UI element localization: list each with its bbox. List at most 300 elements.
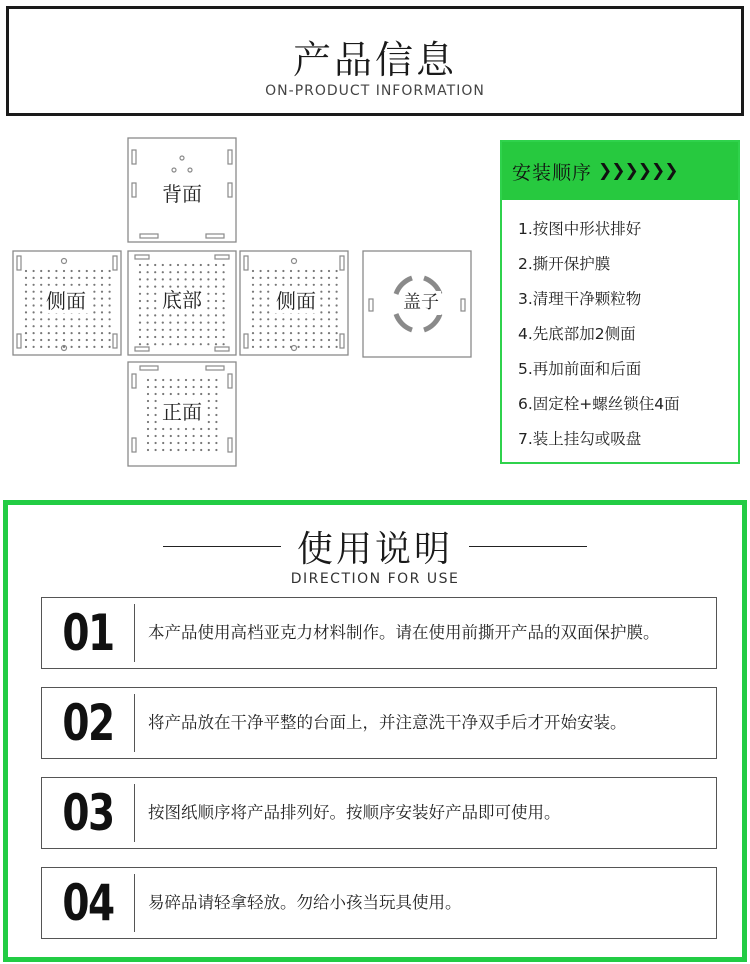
perforation-dot xyxy=(336,284,338,286)
perforation-dot xyxy=(313,284,315,286)
perforation-dot xyxy=(109,325,111,327)
perforation-dot xyxy=(109,270,111,272)
perforation-dot xyxy=(25,304,27,306)
perforation-dot xyxy=(207,278,209,280)
perforation-dot xyxy=(223,264,225,266)
perforation-dot xyxy=(48,332,50,334)
perforation-dot xyxy=(63,277,65,279)
perforation-dot xyxy=(252,346,254,348)
perforation-dot xyxy=(313,277,315,279)
perforation-dot xyxy=(305,325,307,327)
perforation-dot xyxy=(170,435,172,437)
perforation-dot xyxy=(109,291,111,293)
step-item: 6.固定栓+螺丝锁住4面 xyxy=(518,395,680,413)
perforation-dot xyxy=(208,400,210,402)
perforation-dot xyxy=(93,304,95,306)
perforation-dot xyxy=(336,311,338,313)
perforation-dot xyxy=(93,298,95,300)
label-right-side: 侧面 xyxy=(276,289,316,313)
perforation-dot xyxy=(177,442,179,444)
step-item: 4.先底部加2侧面 xyxy=(518,325,636,343)
perforation-dot xyxy=(282,339,284,341)
perforation-dot xyxy=(200,264,202,266)
perforation-dot xyxy=(313,332,315,334)
steps-header xyxy=(502,142,738,200)
perforation-dot xyxy=(215,435,217,437)
perforation-dot xyxy=(78,318,80,320)
perforation-dot xyxy=(33,304,35,306)
perforation-dot xyxy=(305,332,307,334)
perforation-dot xyxy=(109,277,111,279)
perforation-dot xyxy=(275,270,277,272)
perforation-dot xyxy=(267,318,269,320)
perforation-dot xyxy=(267,284,269,286)
label-lid: 盖子 xyxy=(403,292,439,313)
perforation-dot xyxy=(170,449,172,451)
perforation-dot xyxy=(208,428,210,430)
perforation-dot xyxy=(320,311,322,313)
usage-item xyxy=(41,597,717,669)
perforation-dot xyxy=(147,421,149,423)
usage-item xyxy=(41,867,717,939)
perforation-dot xyxy=(185,379,187,381)
perforation-dot xyxy=(328,304,330,306)
perforation-dot xyxy=(200,278,202,280)
page-subtitle: ON-PRODUCT INFORMATION xyxy=(265,83,485,99)
perforation-dot xyxy=(139,329,141,331)
perforation-dot xyxy=(275,277,277,279)
perforation-dot xyxy=(78,346,80,348)
perforation-dot xyxy=(25,339,27,341)
perforation-dot xyxy=(63,318,65,320)
perforation-dot xyxy=(177,379,179,381)
perforation-dot xyxy=(260,311,262,313)
perforation-dot xyxy=(93,291,95,293)
perforation-dot xyxy=(336,304,338,306)
perforation-dot xyxy=(320,298,322,300)
perforation-dot xyxy=(139,278,141,280)
perforation-dot xyxy=(305,277,307,279)
perforation-dot xyxy=(275,284,277,286)
perforation-dot xyxy=(139,343,141,345)
perforation-dot xyxy=(101,284,103,286)
perforation-dot xyxy=(154,307,156,309)
perforation-dot xyxy=(147,442,149,444)
perforation-dot xyxy=(267,277,269,279)
perforation-dot xyxy=(93,339,95,341)
item-number: 04 xyxy=(62,874,114,932)
perforation-dot xyxy=(207,293,209,295)
perforation-dot xyxy=(207,329,209,331)
perforation-dot xyxy=(40,311,42,313)
perforation-dot xyxy=(139,271,141,273)
perforation-dot xyxy=(162,314,164,316)
perforation-dot xyxy=(252,298,254,300)
perforation-dot xyxy=(305,346,307,348)
perforation-dot xyxy=(260,346,262,348)
perforation-dot xyxy=(78,332,80,334)
perforation-dot xyxy=(33,325,35,327)
usage-item xyxy=(41,777,717,849)
perforation-dot xyxy=(25,291,27,293)
perforation-dot xyxy=(109,304,111,306)
perforation-dot xyxy=(215,407,217,409)
perforation-dot xyxy=(267,332,269,334)
perforation-dot xyxy=(86,284,88,286)
perforation-dot xyxy=(298,270,300,272)
perforation-dot xyxy=(260,318,262,320)
perforation-dot xyxy=(192,264,194,266)
step-item: 7.装上挂勾或吸盘 xyxy=(518,430,642,448)
perforation-dot xyxy=(207,307,209,309)
steps-list xyxy=(502,200,738,457)
perforation-dot xyxy=(162,449,164,451)
perforation-dot xyxy=(55,339,57,341)
perforation-dot xyxy=(155,407,157,409)
perforation-dot xyxy=(71,318,73,320)
perforation-dot xyxy=(252,318,254,320)
perforation-dot xyxy=(336,298,338,300)
perforation-dot xyxy=(290,277,292,279)
perforation-dot xyxy=(193,379,195,381)
perforation-dot xyxy=(177,343,179,345)
perforation-dot xyxy=(215,264,217,266)
perforation-dot xyxy=(71,277,73,279)
title-divider-right xyxy=(469,546,587,547)
perforation-dot xyxy=(40,298,42,300)
perforation-dot xyxy=(63,270,65,272)
perforation-dot xyxy=(71,332,73,334)
perforation-dot xyxy=(93,284,95,286)
perforation-dot xyxy=(267,325,269,327)
perforation-dot xyxy=(336,332,338,334)
perforation-dot xyxy=(328,325,330,327)
perforation-dot xyxy=(177,278,179,280)
perforation-dot xyxy=(200,435,202,437)
item-text: 易碎品请轻拿轻放。勿给小孩当玩具使用。 xyxy=(148,893,462,912)
usage-subtitle: DIRECTION FOR USE xyxy=(290,571,460,587)
perforation-dot xyxy=(170,442,172,444)
perforation-dot xyxy=(282,332,284,334)
perforation-dot xyxy=(40,339,42,341)
perforation-dot xyxy=(215,421,217,423)
perforation-dot xyxy=(223,307,225,309)
perforation-dot xyxy=(267,311,269,313)
perforation-dot xyxy=(192,314,194,316)
perforation-dot xyxy=(177,449,179,451)
perforation-dot xyxy=(155,379,157,381)
perforation-dot xyxy=(101,270,103,272)
perforation-dot xyxy=(71,325,73,327)
perforation-dot xyxy=(282,270,284,272)
perforation-dot xyxy=(223,271,225,273)
perforation-dot xyxy=(298,346,300,348)
perforation-dot xyxy=(169,322,171,324)
perforation-dot xyxy=(154,278,156,280)
perforation-dot xyxy=(63,284,65,286)
perforation-dot xyxy=(40,325,42,327)
perforation-dot xyxy=(305,270,307,272)
perforation-dot xyxy=(208,421,210,423)
perforation-dot xyxy=(193,428,195,430)
perforation-dot xyxy=(223,322,225,324)
perforation-dot xyxy=(33,291,35,293)
perforation-dot xyxy=(101,277,103,279)
perforation-dot xyxy=(154,336,156,338)
perforation-dot xyxy=(208,393,210,395)
perforation-dot xyxy=(154,329,156,331)
perforation-dot xyxy=(185,271,187,273)
perforation-dot xyxy=(154,286,156,288)
perforation-dot xyxy=(208,414,210,416)
perforation-dot xyxy=(260,298,262,300)
perforation-dot xyxy=(101,304,103,306)
perforation-dot xyxy=(147,314,149,316)
title-divider-left xyxy=(163,546,281,547)
perforation-dot xyxy=(147,322,149,324)
perforation-dot xyxy=(93,277,95,279)
perforation-dot xyxy=(55,332,57,334)
perforation-dot xyxy=(33,318,35,320)
step-item: 2.撕开保护膜 xyxy=(518,255,611,273)
perforation-dot xyxy=(208,379,210,381)
perforation-dot xyxy=(215,428,217,430)
perforation-dot xyxy=(139,293,141,295)
label-front: 正面 xyxy=(162,400,202,424)
perforation-dot xyxy=(162,322,164,324)
perforation-dot xyxy=(154,322,156,324)
perforation-dot xyxy=(252,339,254,341)
perforation-dot xyxy=(48,346,50,348)
perforation-dot xyxy=(298,277,300,279)
perforation-dot xyxy=(313,339,315,341)
perforation-dot xyxy=(169,336,171,338)
perforation-dot xyxy=(185,343,187,345)
item-divider xyxy=(134,694,135,752)
perforation-dot xyxy=(71,284,73,286)
perforation-dot xyxy=(200,393,202,395)
assembly-steps-box xyxy=(500,140,740,464)
perforation-dot xyxy=(25,277,27,279)
perforation-dot xyxy=(139,322,141,324)
perforation-dot xyxy=(155,449,157,451)
perforation-dot xyxy=(86,277,88,279)
perforation-dot xyxy=(252,277,254,279)
perforation-dot xyxy=(55,346,57,348)
perforation-dot xyxy=(177,314,179,316)
item-divider xyxy=(134,604,135,662)
item-number: 02 xyxy=(62,694,114,752)
perforation-dot xyxy=(101,346,103,348)
assembly-diagram xyxy=(0,128,480,473)
perforation-dot xyxy=(170,393,172,395)
perforation-dot xyxy=(78,284,80,286)
perforation-dot xyxy=(162,428,164,430)
perforation-dot xyxy=(147,379,149,381)
perforation-dot xyxy=(86,318,88,320)
perforation-dot xyxy=(101,298,103,300)
perforation-dot xyxy=(252,311,254,313)
chevrons-right-icon: ❯❯❯❯❯❯ xyxy=(598,161,678,181)
perforation-dot xyxy=(298,339,300,341)
perforation-dot xyxy=(162,336,164,338)
perforation-dot xyxy=(154,314,156,316)
perforation-dot xyxy=(86,325,88,327)
step-item: 5.再加前面和后面 xyxy=(518,360,642,378)
perforation-dot xyxy=(267,346,269,348)
item-number: 03 xyxy=(62,784,114,842)
perforation-dot xyxy=(185,435,187,437)
perforation-dot xyxy=(215,271,217,273)
steps-title: 安装顺序 xyxy=(512,161,593,184)
perforation-dot xyxy=(177,322,179,324)
perforation-dot xyxy=(177,428,179,430)
perforation-dot xyxy=(33,284,35,286)
perforation-dot xyxy=(25,298,27,300)
perforation-dot xyxy=(252,325,254,327)
perforation-dot xyxy=(290,339,292,341)
perforation-dot xyxy=(139,336,141,338)
perforation-dot xyxy=(162,393,164,395)
perforation-dot xyxy=(207,343,209,345)
perforation-dot xyxy=(275,339,277,341)
perforation-dot xyxy=(40,318,42,320)
perforation-dot xyxy=(55,325,57,327)
item-number: 01 xyxy=(62,604,114,662)
perforation-dot xyxy=(252,284,254,286)
perforation-dot xyxy=(208,407,210,409)
perforation-dot xyxy=(223,300,225,302)
perforation-dot xyxy=(305,318,307,320)
perforation-dot xyxy=(298,284,300,286)
perforation-dot xyxy=(328,284,330,286)
perforation-dot xyxy=(162,278,164,280)
perforation-dot xyxy=(223,336,225,338)
perforation-dot xyxy=(40,277,42,279)
step-item: 3.清理干净颗粒物 xyxy=(518,290,642,308)
perforation-dot xyxy=(162,343,164,345)
perforation-dot xyxy=(109,339,111,341)
perforation-dot xyxy=(185,314,187,316)
perforation-dot xyxy=(185,329,187,331)
perforation-dot xyxy=(320,304,322,306)
perforation-dot xyxy=(169,314,171,316)
perforation-dot xyxy=(215,300,217,302)
perforation-dot xyxy=(290,318,292,320)
perforation-dot xyxy=(162,379,164,381)
item-divider xyxy=(134,784,135,842)
perforation-dot xyxy=(185,264,187,266)
perforation-dot xyxy=(282,277,284,279)
perforation-dot xyxy=(185,322,187,324)
perforation-dot xyxy=(147,329,149,331)
perforation-dot xyxy=(25,346,27,348)
perforation-dot xyxy=(207,314,209,316)
perforation-dot xyxy=(192,329,194,331)
perforation-dot xyxy=(305,284,307,286)
perforation-dot xyxy=(63,332,65,334)
perforation-dot xyxy=(207,336,209,338)
perforation-dot xyxy=(275,346,277,348)
perforation-dot xyxy=(177,271,179,273)
perforation-dot xyxy=(200,379,202,381)
perforation-dot xyxy=(215,414,217,416)
perforation-dot xyxy=(48,325,50,327)
perforation-dot xyxy=(109,332,111,334)
perforation-dot xyxy=(260,304,262,306)
perforation-dot xyxy=(282,325,284,327)
perforation-dot xyxy=(86,270,88,272)
perforation-dot xyxy=(147,343,149,345)
label-bottom: 底部 xyxy=(162,288,202,312)
perforation-dot xyxy=(177,264,179,266)
perforation-dot xyxy=(55,318,57,320)
perforation-dot xyxy=(192,343,194,345)
perforation-dot xyxy=(320,277,322,279)
perforation-dot xyxy=(170,428,172,430)
perforation-dot xyxy=(275,325,277,327)
item-text: 按图纸顺序将产品排列好。按顺序安装好产品即可使用。 xyxy=(148,803,561,822)
perforation-dot xyxy=(155,428,157,430)
perforation-dot xyxy=(109,311,111,313)
perforation-dot xyxy=(252,270,254,272)
perforation-dot xyxy=(215,393,217,395)
perforation-dot xyxy=(147,400,149,402)
perforation-dot xyxy=(290,332,292,334)
perforation-dot xyxy=(267,304,269,306)
label-left-side: 侧面 xyxy=(46,289,86,313)
item-text: 将产品放在干净平整的台面上，并注意洗干净双手后才开始安装。 xyxy=(148,713,627,732)
perforation-dot xyxy=(147,264,149,266)
perforation-dot xyxy=(313,325,315,327)
perforation-dot xyxy=(147,271,149,273)
perforation-dot xyxy=(260,332,262,334)
perforation-dot xyxy=(185,336,187,338)
perforation-dot xyxy=(193,386,195,388)
perforation-dot xyxy=(192,271,194,273)
perforation-dot xyxy=(155,421,157,423)
perforation-dot xyxy=(193,393,195,395)
perforation-dot xyxy=(215,278,217,280)
perforation-dot xyxy=(162,271,164,273)
perforation-dot xyxy=(139,314,141,316)
perforation-dot xyxy=(215,329,217,331)
perforation-dot xyxy=(155,400,157,402)
perforation-dot xyxy=(162,329,164,331)
perforation-dot xyxy=(223,343,225,345)
perforation-dot xyxy=(154,293,156,295)
perforation-dot xyxy=(207,271,209,273)
perforation-dot xyxy=(185,393,187,395)
perforation-dot xyxy=(215,286,217,288)
perforation-dot xyxy=(147,407,149,409)
perforation-dot xyxy=(25,318,27,320)
item-divider xyxy=(134,874,135,932)
perforation-dot xyxy=(93,332,95,334)
perforation-dot xyxy=(93,270,95,272)
perforation-dot xyxy=(147,307,149,309)
perforation-dot xyxy=(207,322,209,324)
perforation-dot xyxy=(109,318,111,320)
perforation-dot xyxy=(215,386,217,388)
perforation-dot xyxy=(336,270,338,272)
perforation-dot xyxy=(267,270,269,272)
perforation-dot xyxy=(260,325,262,327)
perforation-dot xyxy=(260,284,262,286)
perforation-dot xyxy=(33,346,35,348)
perforation-dot xyxy=(48,339,50,341)
perforation-dot xyxy=(162,442,164,444)
